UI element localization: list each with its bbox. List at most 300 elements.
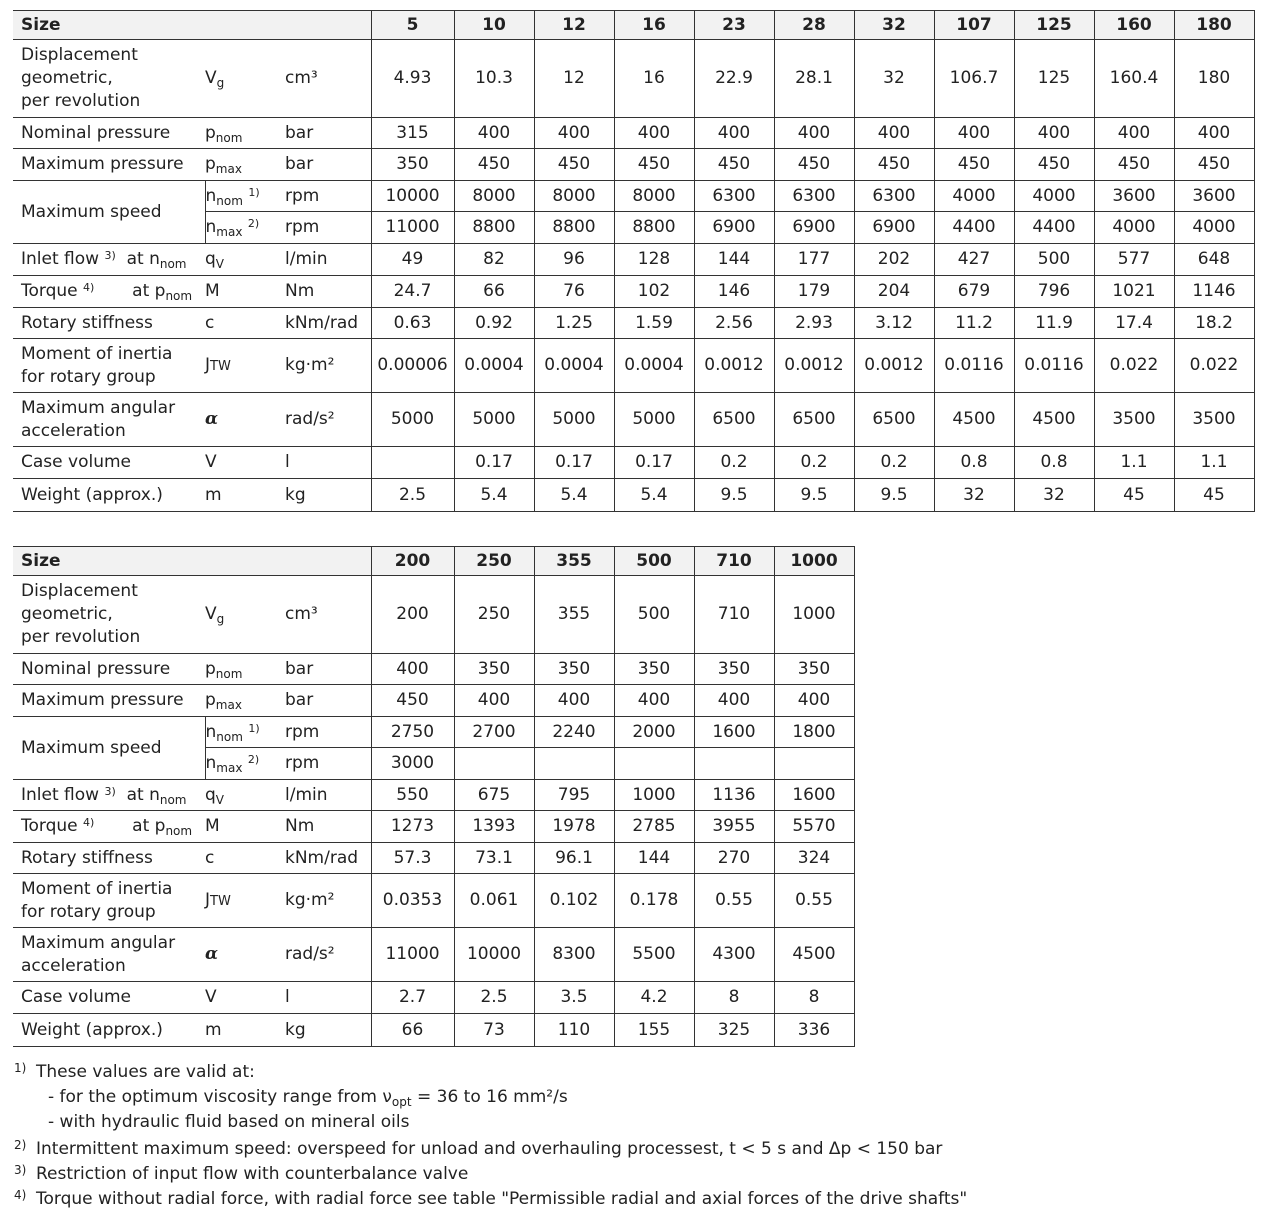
value-cell: 9.5: [774, 479, 854, 512]
value-cell: 400: [614, 118, 694, 149]
value-cell: 4000: [1094, 212, 1174, 244]
value-cell: 28.1: [774, 40, 854, 118]
value-cell: 102: [614, 276, 694, 308]
value-cell: 2.56: [694, 308, 774, 339]
value-cell: 400: [694, 118, 774, 149]
value-cell: 8800: [614, 212, 694, 244]
value-cell: 0.0353: [371, 874, 454, 928]
value-cell: 9.5: [694, 479, 774, 512]
value-cell: 450: [454, 149, 534, 181]
size-cell: 200: [371, 547, 454, 576]
row-label-torque: Torque $^{4)}$ at $p_{nom}$: [13, 276, 205, 308]
table-row: [13, 118, 1254, 149]
value-cell: 450: [774, 149, 854, 181]
table-row: [13, 780, 854, 811]
value-cell: 11.2: [934, 308, 1014, 339]
value-cell: 3500: [1094, 393, 1174, 447]
value-cell: 400: [694, 685, 774, 717]
value-cell: 8300: [534, 928, 614, 982]
value-cell: 2785: [614, 811, 694, 843]
value-cell: 427: [934, 244, 1014, 276]
row-label-max-pressure: Maximum pressure: [13, 685, 205, 717]
value-cell: 73: [454, 1014, 534, 1047]
value-cell: 1021: [1094, 276, 1174, 308]
value-cell: 1800: [774, 717, 854, 748]
value-cell: 500: [614, 576, 694, 654]
table-row: [13, 874, 854, 928]
value-cell: [774, 748, 854, 780]
value-cell: 8000: [534, 181, 614, 212]
value-cell: [454, 748, 534, 780]
value-cell: 5000: [614, 393, 694, 447]
value-cell: 66: [454, 276, 534, 308]
symbol: M: [205, 276, 285, 308]
row-label-nominal-pressure: Nominal pressure: [13, 118, 205, 149]
table-row: [13, 308, 1254, 339]
value-cell: 6500: [694, 393, 774, 447]
row-label-case-volume: Case volume: [13, 447, 205, 479]
size-cell: 32: [854, 11, 934, 40]
value-cell: 0.0012: [694, 339, 774, 393]
value-cell: 8000: [614, 181, 694, 212]
table-row: [13, 811, 854, 843]
value-cell: 450: [1014, 149, 1094, 181]
value-cell: 1.59: [614, 308, 694, 339]
symbol: c: [205, 308, 285, 339]
size-header: Size: [13, 547, 371, 576]
value-cell: 8000: [454, 181, 534, 212]
table-row: [13, 576, 854, 654]
value-cell: 2750: [371, 717, 454, 748]
unit: Nm: [285, 276, 371, 308]
value-cell: 32: [1014, 479, 1094, 512]
value-cell: 4000: [934, 181, 1014, 212]
value-cell: 10.3: [454, 40, 534, 118]
value-cell: 500: [1014, 244, 1094, 276]
value-cell: 179: [774, 276, 854, 308]
table-row: [13, 447, 1254, 479]
value-cell: 10000: [371, 181, 454, 212]
table-row: [13, 717, 854, 748]
value-cell: 2.5: [371, 479, 454, 512]
value-cell: 8: [774, 982, 854, 1014]
symbol: $p_{max}$: [205, 149, 285, 181]
value-cell: 110: [534, 1014, 614, 1047]
value-cell: 6500: [774, 393, 854, 447]
size-header: Size: [13, 11, 371, 40]
value-cell: 8800: [454, 212, 534, 244]
size-cell: 500: [614, 547, 694, 576]
value-cell: [614, 748, 694, 780]
value-cell: 73.1: [454, 843, 534, 874]
symbol: JTW: [205, 339, 285, 393]
unit: rpm: [285, 181, 371, 212]
value-cell: 0.55: [774, 874, 854, 928]
unit: kg·m²: [285, 339, 371, 393]
value-cell: 450: [934, 149, 1014, 181]
value-cell: 11000: [371, 928, 454, 982]
table-row: [13, 928, 854, 982]
value-cell: 1.1: [1174, 447, 1254, 479]
value-cell: 6900: [854, 212, 934, 244]
value-cell: 350: [371, 149, 454, 181]
size-cell: 250: [454, 547, 534, 576]
value-cell: 0.0004: [534, 339, 614, 393]
value-cell: 0.0116: [934, 339, 1014, 393]
row-label-inlet-flow: Inlet flow $^{3)}$ at $n_{nom}$: [13, 244, 205, 276]
value-cell: 0.022: [1174, 339, 1254, 393]
value-cell: 350: [534, 654, 614, 685]
value-cell: 400: [774, 685, 854, 717]
value-cell: [534, 748, 614, 780]
symbol: JTW: [205, 874, 285, 928]
row-label-weight: Weight (approx.): [13, 1014, 205, 1047]
row-label-nominal-pressure: Nominal pressure: [13, 654, 205, 685]
value-cell: 270: [694, 843, 774, 874]
value-cell: 350: [694, 654, 774, 685]
value-cell: 5000: [371, 393, 454, 447]
value-cell: 4400: [934, 212, 1014, 244]
row-label-angular-accel: Maximum angular acceleration: [13, 393, 205, 447]
symbol: $p_{nom}$: [205, 654, 285, 685]
unit: l/min: [285, 780, 371, 811]
value-cell: 4.93: [371, 40, 454, 118]
unit: bar: [285, 685, 371, 717]
value-cell: 2.7: [371, 982, 454, 1014]
value-cell: 400: [1014, 118, 1094, 149]
symbol: $n_{max}$ $^{2)}$: [205, 212, 285, 244]
value-cell: 3.5: [534, 982, 614, 1014]
value-cell: 648: [1174, 244, 1254, 276]
symbol: M: [205, 811, 285, 843]
value-cell: 350: [454, 654, 534, 685]
footnote-1: 1) These values are valid at: - for the optimum viscosity range from $\nu_{opt} = 36$ to 16 mm²/s - with hydraulic fluid based on mineral oils: [14, 1060, 568, 1135]
value-cell: 0.0004: [614, 339, 694, 393]
value-cell: 6500: [854, 393, 934, 447]
value-cell: 0.17: [454, 447, 534, 479]
table-row: [13, 843, 854, 874]
value-cell: 2.93: [774, 308, 854, 339]
value-cell: 76: [534, 276, 614, 308]
value-cell: 1000: [774, 576, 854, 654]
unit: bar: [285, 654, 371, 685]
value-cell: 6300: [694, 181, 774, 212]
row-label-rotary-stiffness: Rotary stiffness: [13, 843, 205, 874]
value-cell: 0.8: [1014, 447, 1094, 479]
value-cell: 400: [534, 118, 614, 149]
value-cell: 144: [694, 244, 774, 276]
value-cell: 4500: [1014, 393, 1094, 447]
value-cell: 0.2: [774, 447, 854, 479]
value-cell: 0.00006: [371, 339, 454, 393]
row-label-inertia: Moment of inertia for rotary group: [13, 339, 205, 393]
value-cell: 180: [1174, 40, 1254, 118]
row-label-weight: Weight (approx.): [13, 479, 205, 512]
value-cell: 3955: [694, 811, 774, 843]
value-cell: 2000: [614, 717, 694, 748]
symbol: V: [205, 982, 285, 1014]
footnote-text: Intermittent maximum speed: overspeed for unload and overhauling processest, t < 5 s and Δp < 150 bar: [36, 1139, 943, 1159]
symbol: m: [205, 479, 285, 512]
footnote-text: - for the optimum viscosity range from $\nu_{opt} = 36$ to 16 mm²/s: [48, 1087, 568, 1109]
row-label-torque: Torque $^{4)}$ at $p_{nom}$: [13, 811, 205, 843]
value-cell: 1000: [614, 780, 694, 811]
value-cell: 0.63: [371, 308, 454, 339]
value-cell: 24.7: [371, 276, 454, 308]
value-cell: 5570: [774, 811, 854, 843]
value-cell: 0.0012: [774, 339, 854, 393]
row-label-max-pressure: Maximum pressure: [13, 149, 205, 181]
row-label-case-volume: Case volume: [13, 982, 205, 1014]
value-cell: 400: [934, 118, 1014, 149]
table-row: [13, 654, 854, 685]
value-cell: 2.5: [454, 982, 534, 1014]
symbol: $n_{nom}$ $^{1)}$: [205, 181, 285, 212]
value-cell: 4300: [694, 928, 774, 982]
symbol: $q_V$: [205, 780, 285, 811]
spec-table-2: [13, 546, 855, 1047]
value-cell: 1273: [371, 811, 454, 843]
value-cell: 82: [454, 244, 534, 276]
value-cell: 450: [854, 149, 934, 181]
unit: kNm/rad: [285, 308, 371, 339]
value-cell: 400: [774, 118, 854, 149]
value-cell: 450: [534, 149, 614, 181]
value-cell: 0.0004: [454, 339, 534, 393]
symbol: $n_{nom}$ $^{1)}$: [205, 717, 285, 748]
value-cell: 5000: [534, 393, 614, 447]
value-cell: 400: [854, 118, 934, 149]
value-cell: 57.3: [371, 843, 454, 874]
unit: l/min: [285, 244, 371, 276]
table-row: [13, 40, 1254, 118]
value-cell: 1.25: [534, 308, 614, 339]
value-cell: 0.2: [854, 447, 934, 479]
size-cell: 16: [614, 11, 694, 40]
footnote-text: Restriction of input flow with counterbalance valve: [36, 1164, 469, 1184]
row-label-max-speed: Maximum speed: [13, 181, 205, 244]
value-cell: 315: [371, 118, 454, 149]
value-cell: 400: [614, 685, 694, 717]
row-label-displacement: Displacement geometric, per revolution: [13, 40, 205, 118]
unit: cm³: [285, 40, 371, 118]
value-cell: 5500: [614, 928, 694, 982]
value-cell: 4.2: [614, 982, 694, 1014]
value-cell: 160.4: [1094, 40, 1174, 118]
value-cell: 11.9: [1014, 308, 1094, 339]
value-cell: 177: [774, 244, 854, 276]
value-cell: 400: [1094, 118, 1174, 149]
table-row: [13, 479, 1254, 512]
value-cell: 4000: [1014, 181, 1094, 212]
value-cell: 1136: [694, 780, 774, 811]
value-cell: 336: [774, 1014, 854, 1047]
value-cell: 0.8: [934, 447, 1014, 479]
table-row: [13, 685, 854, 717]
size-cell: 160: [1094, 11, 1174, 40]
size-cell: 23: [694, 11, 774, 40]
unit: Nm: [285, 811, 371, 843]
value-cell: 10000: [454, 928, 534, 982]
value-cell: 3600: [1094, 181, 1174, 212]
value-cell: 8800: [534, 212, 614, 244]
value-cell: 0.17: [534, 447, 614, 479]
value-cell: 577: [1094, 244, 1174, 276]
value-cell: 2240: [534, 717, 614, 748]
value-cell: 17.4: [1094, 308, 1174, 339]
value-cell: 1600: [774, 780, 854, 811]
value-cell: 32: [934, 479, 1014, 512]
value-cell: 0.178: [614, 874, 694, 928]
value-cell: 22.9: [694, 40, 774, 118]
value-cell: 4400: [1014, 212, 1094, 244]
row-label-rotary-stiffness: Rotary stiffness: [13, 308, 205, 339]
symbol: $V_g$: [205, 40, 285, 118]
value-cell: 796: [1014, 276, 1094, 308]
value-cell: 202: [854, 244, 934, 276]
value-cell: 66: [371, 1014, 454, 1047]
value-cell: 5.4: [454, 479, 534, 512]
footnote-3: 3) Restriction of input flow with counterbalance valve: [14, 1163, 469, 1184]
value-cell: 450: [614, 149, 694, 181]
value-cell: 400: [371, 654, 454, 685]
value-cell: [694, 748, 774, 780]
value-cell: 146: [694, 276, 774, 308]
unit: kg·m²: [285, 874, 371, 928]
unit: kg: [285, 479, 371, 512]
value-cell: 18.2: [1174, 308, 1254, 339]
size-cell: 180: [1174, 11, 1254, 40]
value-cell: [371, 447, 454, 479]
row-label-displacement: Displacement geometric, per revolution: [13, 576, 205, 654]
row-label-inlet-flow: Inlet flow $^{3)}$ at $n_{nom}$: [13, 780, 205, 811]
value-cell: 45: [1174, 479, 1254, 512]
size-cell: 10: [454, 11, 534, 40]
unit: l: [285, 982, 371, 1014]
value-cell: 3600: [1174, 181, 1254, 212]
value-cell: 325: [694, 1014, 774, 1047]
value-cell: 0.0012: [854, 339, 934, 393]
value-cell: 5000: [454, 393, 534, 447]
value-cell: 0.0116: [1014, 339, 1094, 393]
value-cell: 6300: [774, 181, 854, 212]
value-cell: 12: [534, 40, 614, 118]
spec-table-1: [13, 10, 1255, 512]
size-cell: 1000: [774, 547, 854, 576]
value-cell: 3500: [1174, 393, 1254, 447]
value-cell: 795: [534, 780, 614, 811]
value-cell: 450: [1174, 149, 1254, 181]
value-cell: 32: [854, 40, 934, 118]
value-cell: 250: [454, 576, 534, 654]
symbol: α: [205, 928, 285, 982]
value-cell: 0.102: [534, 874, 614, 928]
footnote-2: 2) Intermittent maximum speed: overspeed for unload and overhauling processest, t < 5 s and Δp < 150 bar: [14, 1138, 943, 1159]
symbol: $n_{max}$ $^{2)}$: [205, 748, 285, 780]
table-row: [13, 181, 1254, 212]
value-cell: 355: [534, 576, 614, 654]
value-cell: 6300: [854, 181, 934, 212]
size-cell: 5: [371, 11, 454, 40]
symbol: α: [205, 393, 285, 447]
table-row: [13, 339, 1254, 393]
footnote-text: These values are valid at:: [36, 1062, 255, 1082]
unit: rpm: [285, 717, 371, 748]
size-cell: 355: [534, 547, 614, 576]
value-cell: 400: [1174, 118, 1254, 149]
value-cell: 0.17: [614, 447, 694, 479]
table-header-row: [13, 11, 1254, 40]
value-cell: 0.92: [454, 308, 534, 339]
row-label-max-speed: Maximum speed: [13, 717, 205, 780]
table-row: [13, 393, 1254, 447]
value-cell: 3000: [371, 748, 454, 780]
size-cell: 710: [694, 547, 774, 576]
value-cell: 400: [454, 685, 534, 717]
unit: rpm: [285, 212, 371, 244]
row-label-angular-accel: Maximum angular acceleration: [13, 928, 205, 982]
value-cell: 0.55: [694, 874, 774, 928]
value-cell: 450: [1094, 149, 1174, 181]
value-cell: 96.1: [534, 843, 614, 874]
value-cell: 350: [774, 654, 854, 685]
value-cell: 204: [854, 276, 934, 308]
symbol: c: [205, 843, 285, 874]
size-cell: 125: [1014, 11, 1094, 40]
value-cell: 400: [454, 118, 534, 149]
value-cell: 4500: [774, 928, 854, 982]
value-cell: 550: [371, 780, 454, 811]
size-cell: 28: [774, 11, 854, 40]
footnote-text: - with hydraulic fluid based on mineral oils: [48, 1112, 410, 1132]
value-cell: 3.12: [854, 308, 934, 339]
value-cell: 200: [371, 576, 454, 654]
value-cell: 8: [694, 982, 774, 1014]
value-cell: 128: [614, 244, 694, 276]
value-cell: 1393: [454, 811, 534, 843]
value-cell: 5.4: [534, 479, 614, 512]
value-cell: 125: [1014, 40, 1094, 118]
value-cell: 4000: [1174, 212, 1254, 244]
unit: kNm/rad: [285, 843, 371, 874]
row-label-inertia: Moment of inertia for rotary group: [13, 874, 205, 928]
value-cell: 106.7: [934, 40, 1014, 118]
value-cell: 1600: [694, 717, 774, 748]
value-cell: 679: [934, 276, 1014, 308]
value-cell: 400: [534, 685, 614, 717]
value-cell: 675: [454, 780, 534, 811]
value-cell: 0.2: [694, 447, 774, 479]
value-cell: 96: [534, 244, 614, 276]
unit: kg: [285, 1014, 371, 1047]
footnote-4: 4) Torque without radial force, with radial force see table "Permissible radial and axial forces of the drive shafts": [14, 1188, 968, 1209]
unit: cm³: [285, 576, 371, 654]
symbol: $q_V$: [205, 244, 285, 276]
value-cell: 324: [774, 843, 854, 874]
value-cell: 11000: [371, 212, 454, 244]
symbol: $p_{max}$: [205, 685, 285, 717]
value-cell: 350: [614, 654, 694, 685]
symbol: V: [205, 447, 285, 479]
value-cell: 1.1: [1094, 447, 1174, 479]
symbol: m: [205, 1014, 285, 1047]
symbol: $p_{nom}$: [205, 118, 285, 149]
table-header-row: [13, 547, 854, 576]
value-cell: 0.022: [1094, 339, 1174, 393]
symbol: $V_g$: [205, 576, 285, 654]
value-cell: 5.4: [614, 479, 694, 512]
value-cell: 1146: [1174, 276, 1254, 308]
